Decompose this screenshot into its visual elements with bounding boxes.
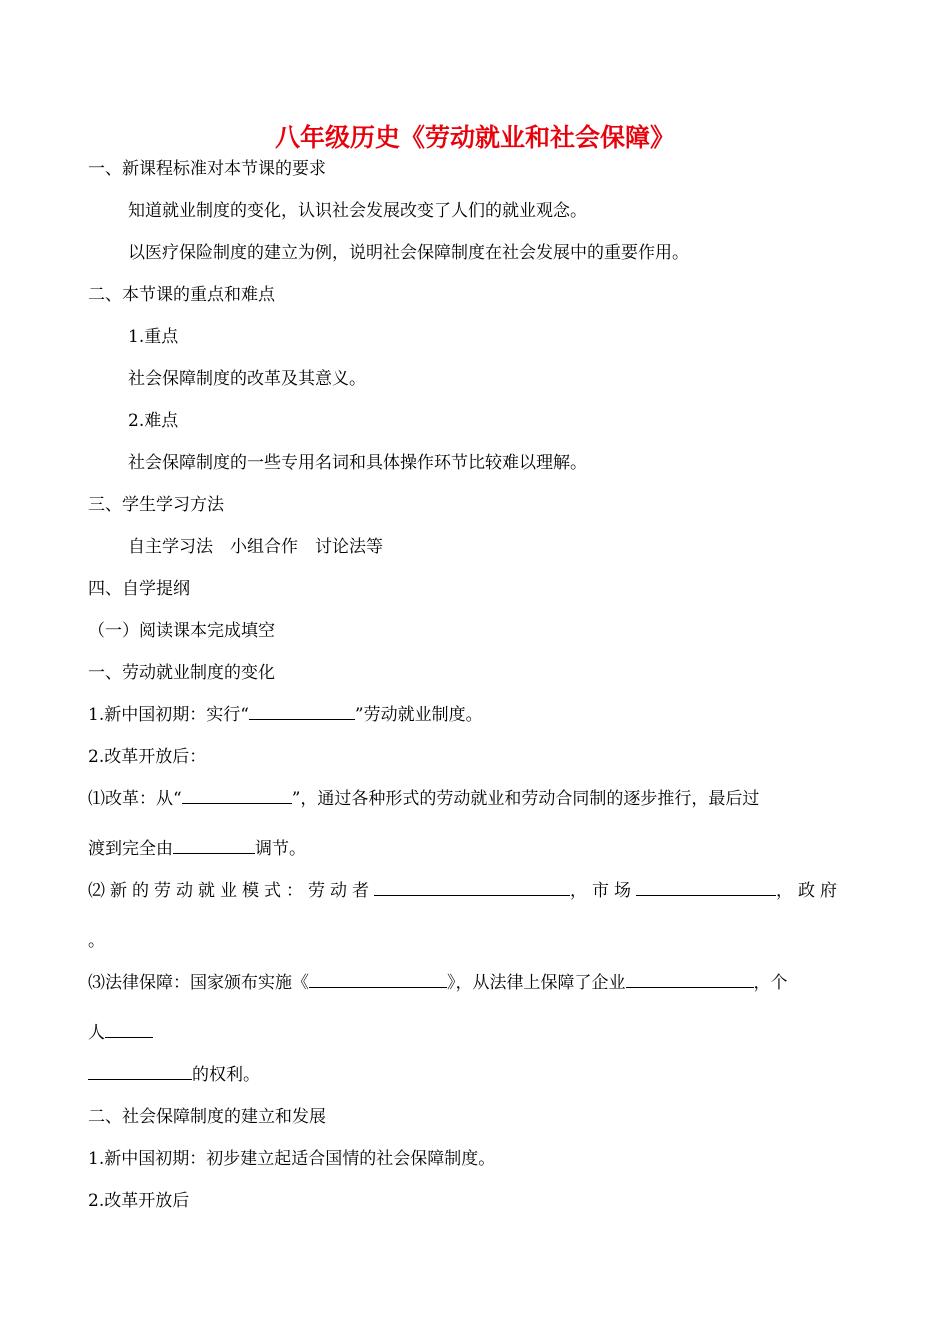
- fill-line-3: 渡到完全由 调节。: [88, 839, 306, 859]
- fill-line-2: ⑴改革：从“ ”，通过各种形式的劳动就业和劳动合同制的逐步推行，最后过: [88, 789, 760, 809]
- blank-6[interactable]: [309, 973, 447, 988]
- difficulty-label: 2.难点: [128, 411, 179, 431]
- fill-line-4-end: 。: [88, 931, 105, 951]
- reform-label: 2.改革开放后：: [88, 747, 207, 767]
- blank-9[interactable]: [88, 1065, 192, 1080]
- blank-3[interactable]: [173, 839, 255, 854]
- subsection-heading: （一）阅读课本完成填空: [88, 621, 275, 641]
- fill-line-1: 1.新中国初期：实行“ ”劳动就业制度。: [88, 705, 483, 725]
- page-title: 八年级历史《劳动就业和社会保障》: [274, 123, 675, 152]
- study-methods: 自主学习法 小组合作 讨论法等: [128, 537, 383, 557]
- requirement-2: 以医疗保险制度的建立为例，说明社会保障制度在社会发展中的重要作用。: [128, 243, 689, 263]
- part-1-heading: 一、劳动就业制度的变化: [88, 663, 275, 683]
- key-point-text: 社会保障制度的改革及其意义。: [128, 369, 366, 389]
- blank-5[interactable]: [636, 881, 776, 896]
- requirement-1: 知道就业制度的变化，认识社会发展改变了人们的就业观念。: [128, 201, 587, 221]
- blank-8[interactable]: [105, 1023, 153, 1038]
- blank-7[interactable]: [626, 973, 754, 988]
- section-4-heading: 四、自学提纲: [88, 579, 190, 599]
- section-3-heading: 三、学生学习方法: [88, 495, 224, 515]
- section-1-heading: 一、新课程标准对本节课的要求: [88, 159, 326, 179]
- part-2-heading: 二、社会保障制度的建立和发展: [88, 1107, 326, 1127]
- blank-2[interactable]: [182, 789, 292, 804]
- key-point-label: 1.重点: [128, 327, 179, 347]
- fill-line-6: 人: [88, 1022, 153, 1044]
- fill-line-5: ⑶法律保障：国家颁布实施《 》，从法律上保障了企业 ，个: [88, 973, 788, 993]
- blank-4[interactable]: [374, 881, 570, 896]
- fill-line-4: ⑵新的劳动就业模式：劳动者 ，市场 ，政府: [88, 881, 842, 901]
- difficulty-text: 社会保障制度的一些专用名词和具体操作环节比较难以理解。: [128, 453, 587, 473]
- part-2-line-2: 2.改革开放后: [88, 1191, 190, 1211]
- section-2-heading: 二、本节课的重点和难点: [88, 285, 275, 305]
- part-2-line-1: 1.新中国初期：初步建立起适合国情的社会保障制度。: [88, 1149, 496, 1169]
- fill-line-7: 的权利。: [88, 1064, 260, 1086]
- blank-1[interactable]: [249, 705, 355, 720]
